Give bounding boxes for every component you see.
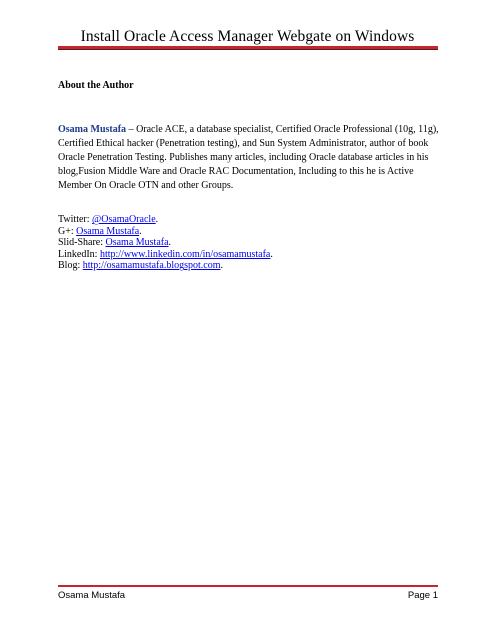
gplus-link[interactable]: Osama Mustafa <box>76 225 140 237</box>
slideshare-suffix: . <box>168 237 172 249</box>
section-heading: About the Author <box>58 80 134 91</box>
blog-link[interactable]: http://osamamustafa.blogspot.com <box>82 260 221 272</box>
twitter-link[interactable]: @OsamaOracle <box>92 214 156 225</box>
page-header-title: Install Oracle Access Manager Webgate on Windows <box>80 28 415 45</box>
linkedin-link[interactable]: http://www.linkedin.com/in/osamamustafa <box>99 248 271 260</box>
slideshare-line <box>58 237 442 249</box>
slideshare-link[interactable]: Osama Mustafa <box>105 237 169 249</box>
twitter-suffix: . <box>155 214 159 225</box>
author-bio-text: – Oracle ACE, a database specialist, Certified Oracle Professional (10g, 11g), Certified Ethical hacker (Penetration testing), and Sun System Administrator, author of book Oracle Penetration Testing. Publishes many articles, including Oracle database articles in his blog,Fusion Middle Ware and Oracle RAC Documentation, Including to this he is Active Member On Oracle OTN and other Groups. <box>58 124 439 191</box>
footer-page-number: Page 1 <box>407 590 438 601</box>
gplus-label: G+: <box>58 225 77 237</box>
footer-divider <box>58 585 438 587</box>
footer-author: Osama Mustafa <box>58 590 126 601</box>
contact-links <box>58 214 442 272</box>
twitter-label: Twitter: <box>58 214 93 225</box>
author-bio <box>58 123 442 193</box>
blog-suffix: . <box>220 260 223 272</box>
gplus-line <box>58 226 442 238</box>
slideshare-label: Slid-Share: <box>58 237 106 249</box>
header-divider <box>58 46 438 50</box>
author-name: Osama Mustafa <box>58 124 127 135</box>
blog-label: Blog: <box>58 260 83 272</box>
linkedin-line <box>58 249 442 261</box>
gplus-suffix: . <box>139 225 142 237</box>
linkedin-label: LinkedIn: <box>58 248 100 260</box>
twitter-line <box>58 214 442 226</box>
blog-line <box>58 260 442 272</box>
linkedin-suffix: . <box>270 248 273 260</box>
